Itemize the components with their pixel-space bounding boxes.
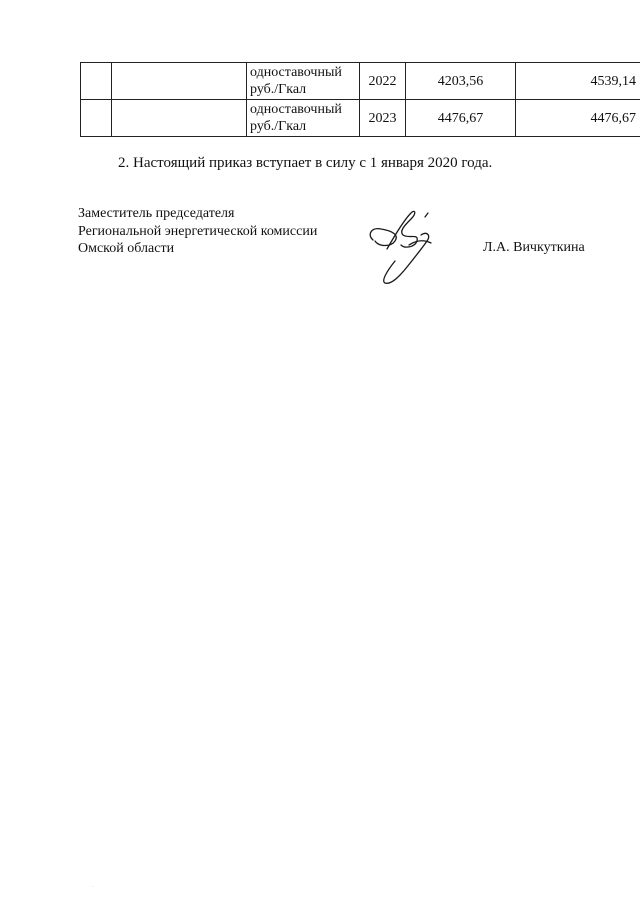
tariff-type-text: одноставочный (250, 102, 342, 117)
position-line: Омской области (78, 241, 175, 256)
table-cell-index (81, 63, 112, 100)
footer-mark: . (92, 884, 94, 889)
effective-date-clause: 2. Настоящий приказ вступает в силу с 1 января 2020 года. (118, 155, 493, 171)
table-cell-value-2: 4539,14 (516, 63, 640, 100)
table-cell-value-1: 4476,67 (406, 100, 516, 137)
signatory-name: Л.А. Вичкуткина (483, 240, 585, 255)
position-line: Региональной энергетической комиссии (78, 223, 318, 239)
table-cell-value-2: 4476,67 (516, 100, 640, 137)
tariff-type-text: одноставочный (250, 65, 342, 80)
tariff-table (80, 62, 640, 137)
table-cell-value-1: 4203,56 (406, 63, 516, 100)
table-row (81, 100, 640, 137)
position-line: Заместитель председателя (78, 206, 235, 221)
table-cell-index (81, 100, 112, 137)
table-cell-tariff-type (247, 63, 360, 100)
table-cell-year: 2022 (360, 63, 406, 100)
table-cell-year: 2023 (360, 100, 406, 137)
table-cell-name (112, 63, 247, 100)
table-cell-tariff-type (247, 100, 360, 137)
tariff-unit-text: руб./Гкал (250, 119, 307, 134)
table-cell-name (112, 100, 247, 137)
handwritten-signature (365, 205, 440, 287)
signatory-position (78, 205, 317, 258)
tariff-unit-text: руб./Гкал (250, 82, 307, 97)
table-row (81, 63, 640, 100)
